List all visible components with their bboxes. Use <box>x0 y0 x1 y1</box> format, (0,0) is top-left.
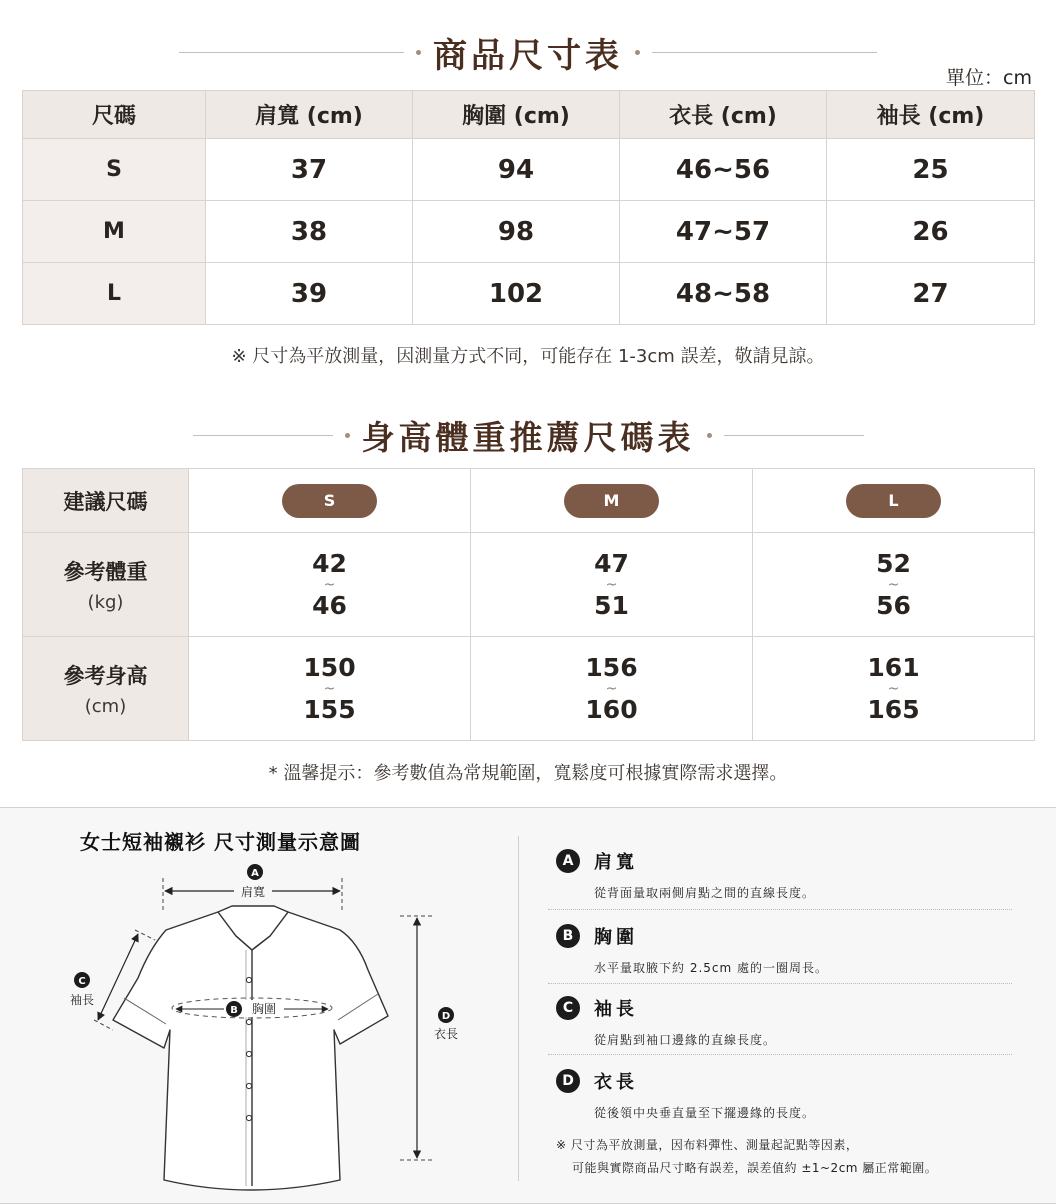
recommend-size-row <box>23 469 1035 533</box>
range-tilde: ~ <box>605 576 618 593</box>
definition-divider <box>548 909 1012 910</box>
cell-chest: 102 <box>413 263 620 325</box>
cell-shoulder: 39 <box>206 263 413 325</box>
definition-title: 袖長 <box>594 999 638 1020</box>
size-pill: L <box>846 484 941 518</box>
row-label-height <box>23 637 189 741</box>
recommend-note: * 溫馨提示：參考數值為常規範圍，寬鬆度可根據實際需求選擇。 <box>268 763 788 784</box>
table-row <box>23 263 1035 325</box>
size-table <box>22 90 1035 325</box>
height-max: 155 <box>303 694 356 724</box>
definition-desc: 從背面量取兩側肩點之間的直線長度。 <box>594 886 816 900</box>
definition-shoulder <box>556 848 1016 901</box>
row-size: S <box>23 139 206 201</box>
height-unit: (cm) <box>84 696 127 717</box>
recommend-table <box>22 468 1035 741</box>
cell-chest: 94 <box>413 139 620 201</box>
definition-desc: 從後領中央垂直量至下擺邊緣的長度。 <box>594 1106 816 1120</box>
size-cell <box>471 469 753 533</box>
weight-unit: (kg) <box>87 592 124 613</box>
size-chart-title-row <box>0 28 1056 77</box>
definition-chest <box>556 923 1016 976</box>
cell-sleeve: 26 <box>827 201 1035 263</box>
row-label-size: 建議尺碼 <box>23 469 189 533</box>
cell-sleeve: 27 <box>827 263 1035 325</box>
definition-length <box>556 1068 1016 1121</box>
height-cell <box>189 637 471 741</box>
height-cell <box>753 637 1035 741</box>
height-max: 160 <box>585 694 638 724</box>
definition-head <box>556 995 1016 1021</box>
definition-title: 胸圍 <box>594 927 638 948</box>
badge-d: D <box>441 1011 451 1022</box>
cell-sleeve: 25 <box>827 139 1035 201</box>
weight-min: 42 <box>312 548 347 578</box>
title-dot-left <box>416 50 421 55</box>
height-min: 161 <box>867 652 920 682</box>
title-rule-right <box>724 435 864 436</box>
label-shoulder: 肩寬 <box>240 885 266 899</box>
header-chest: 胸圍 (cm) <box>413 91 620 139</box>
weight-max: 51 <box>594 590 629 620</box>
definition-desc: 水平量取腋下約 2.5cm 處的一圈周長。 <box>594 961 829 975</box>
height-label: 參考身高 <box>63 664 148 688</box>
row-label-weight <box>23 533 189 637</box>
row-size: L <box>23 263 206 325</box>
definition-title: 肩寬 <box>594 852 638 873</box>
recommend-weight-row <box>23 533 1035 637</box>
badge-a: A <box>251 868 259 879</box>
range-tilde: ~ <box>887 680 900 697</box>
size-table-header-row <box>23 91 1035 139</box>
table-row <box>23 201 1035 263</box>
header-size: 尺碼 <box>23 91 206 139</box>
cell-length: 47~57 <box>620 201 827 263</box>
weight-max: 56 <box>876 590 911 620</box>
badge-b: B <box>230 1005 238 1016</box>
height-min: 150 <box>303 652 356 682</box>
cell-length: 46~56 <box>620 139 827 201</box>
header-shoulder: 肩寬 (cm) <box>206 91 413 139</box>
size-chart-title: 商品尺寸表 <box>433 36 623 76</box>
label-length: 衣長 <box>433 1027 459 1041</box>
title-rule-left <box>179 52 404 53</box>
diagram-title: 女士短袖襯衫 尺寸測量示意圖 <box>80 830 361 854</box>
definition-desc: 從肩點到袖口邊緣的直線長度。 <box>594 1033 777 1047</box>
badge-a-icon: A <box>556 849 580 873</box>
size-cell <box>753 469 1035 533</box>
label-chest: 胸圍 <box>251 1002 277 1016</box>
title-rule-right <box>652 52 877 53</box>
weight-cell <box>471 533 753 637</box>
title-dot-right <box>707 433 712 438</box>
shirt-illustration <box>0 808 520 1204</box>
shirt-outline <box>113 906 388 1190</box>
weight-min: 52 <box>876 548 911 578</box>
definition-head <box>556 923 1016 949</box>
definition-title: 衣長 <box>594 1072 638 1093</box>
measurement-diagram-panel <box>0 807 1056 1204</box>
cell-shoulder: 38 <box>206 201 413 263</box>
definition-divider <box>548 983 1012 984</box>
table-row <box>23 139 1035 201</box>
badge-c: C <box>78 976 86 987</box>
header-sleeve: 袖長 (cm) <box>827 91 1035 139</box>
range-tilde: ~ <box>887 576 900 593</box>
definition-divider <box>548 1054 1012 1055</box>
range-tilde: ~ <box>605 680 618 697</box>
weight-cell <box>753 533 1035 637</box>
title-dot-right <box>635 50 640 55</box>
badge-d-icon: D <box>556 1069 580 1093</box>
row-size: M <box>23 201 206 263</box>
size-cell <box>189 469 471 533</box>
recommend-height-row <box>23 637 1035 741</box>
definition-sleeve <box>556 995 1016 1048</box>
badge-b-icon: B <box>556 924 580 948</box>
size-pill: M <box>564 484 659 518</box>
title-rule-left <box>193 435 333 436</box>
definition-head <box>556 848 1016 874</box>
cell-length: 48~58 <box>620 263 827 325</box>
title-dot-left <box>345 433 350 438</box>
weight-label: 參考體重 <box>63 560 148 584</box>
unit-label: 單位：cm <box>946 67 1032 89</box>
badge-c-icon: C <box>556 996 580 1020</box>
weight-cell <box>189 533 471 637</box>
label-sleeve: 袖長 <box>69 993 95 1007</box>
size-pill: S <box>282 484 377 518</box>
size-chart-note: ※ 尺寸為平放測量，因測量方式不同，可能存在 1-3cm 誤差，敬請見諒。 <box>231 346 825 367</box>
cell-chest: 98 <box>413 201 620 263</box>
recommend-title-row <box>0 412 1056 459</box>
cell-shoulder: 37 <box>206 139 413 201</box>
height-max: 165 <box>867 694 920 724</box>
weight-min: 47 <box>594 548 629 578</box>
definition-head <box>556 1068 1016 1094</box>
diagram-footnote-line1: ※ 尺寸為平放測量，因布料彈性、測量起記點等因素， <box>556 1138 859 1152</box>
diagram-divider <box>518 836 519 1181</box>
diagram-footnote-line2: 可能與實際商品尺寸略有誤差，誤差值約 ±1~2cm 屬正常範圍。 <box>572 1161 938 1175</box>
range-tilde: ~ <box>323 576 336 593</box>
height-cell <box>471 637 753 741</box>
recommend-chart-title: 身高體重推薦尺碼表 <box>361 418 695 457</box>
weight-max: 46 <box>312 590 347 620</box>
height-min: 156 <box>585 652 638 682</box>
header-length: 衣長 (cm) <box>620 91 827 139</box>
range-tilde: ~ <box>323 680 336 697</box>
